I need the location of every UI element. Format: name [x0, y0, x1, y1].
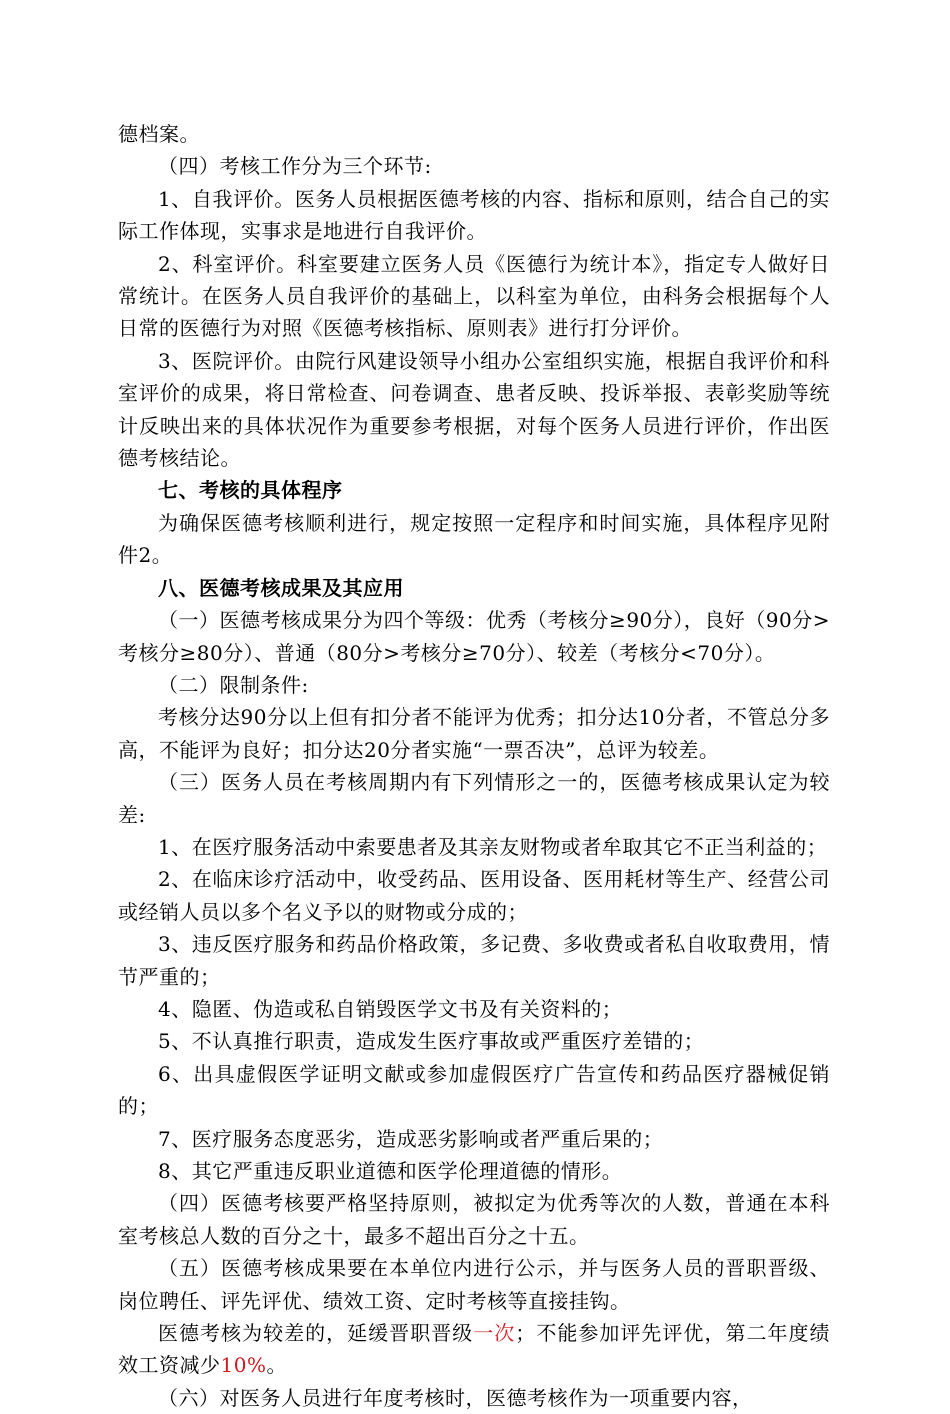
- section-heading: 七、考核的具体程序: [158, 478, 343, 503]
- paragraph-with-highlights: [118, 1317, 830, 1382]
- text-run: ；不能参加评先评优，第二年度绩效工资减少: [118, 1321, 831, 1378]
- highlighted-text: 10%: [220, 1353, 267, 1378]
- list-item: 6、出具虚假医学证明文献或参加虚假医疗广告宣传和药品医疗器械促销的；: [118, 1061, 830, 1119]
- paragraph: （六）对医务人员进行年度考核时，医德考核作为一项重要内容，: [158, 1385, 753, 1410]
- paragraph: （一）医德考核成果分为四个等级：优秀（考核分≥90分），良好（90分>考核分≥80分）、普通（80分>考核分≥70分）、较差（考核分<70分）。: [118, 608, 830, 665]
- paragraph: 3、医院评价。由院行风建设领导小组办公室组织实施，根据自我评价和科室评价的成果，将日常检查、问卷调查、患者反映、投诉举报、表彰奖励等统计反映出来的具体状况作为重要参考根据，对每个医务人员进行评价，作出医德考核结论。: [118, 348, 830, 471]
- list-item: 8、其它严重违反职业道德和医学伦理道德的情形。: [158, 1159, 623, 1183]
- list-item: 5、不认真推行职责，造成发生医疗事故或严重医疗差错的；: [158, 1029, 705, 1054]
- paragraph: 2、科室评价。科室要建立医务人员《医德行为统计本》，指定专人做好日常统计。在医务人员自我评价的基础上，以科室为单位，由科务会根据每个人日常的医德行为对照《医德考核指标、原则表》进行打分评价。: [118, 251, 830, 341]
- paragraph: （五）医德考核成果要在本单位内进行公示，并与医务人员的晋职晋级、岗位聘任、评先评优、绩效工资、定时考核等直接挂钩。: [118, 1256, 830, 1313]
- paragraph: 考核分达90分以上但有扣分者不能评为优秀；扣分达10分者，不管总分多高，不能评为良好；扣分达20分者实施“一票否决”，总评为较差。: [118, 705, 830, 762]
- document-body: [118, 118, 830, 1414]
- text-run: 。: [266, 1353, 287, 1378]
- section-heading: 八、医德考核成果及其应用: [158, 575, 404, 600]
- paragraph: （二）限制条件:: [158, 672, 309, 697]
- text-run: 医德考核为较差的，延缓晋职晋级: [158, 1321, 474, 1346]
- list-item: 3、违反医疗服务和药品价格政策，多记费、多收费或者私自收取费用，情节严重的；: [118, 932, 830, 989]
- list-item: 2、在临床诊疗活动中，收受药品、医用设备、医用耗材等生产、经营公司或经销人员以多个名义予以的财物或分成的；: [118, 867, 830, 924]
- list-item: 4、隐匿、伪造或私自销毁医学文书及有关资料的；: [158, 996, 623, 1021]
- highlighted-text: 一次: [473, 1321, 516, 1346]
- paragraph: 德档案。: [118, 122, 200, 146]
- paragraph: 为确保医德考核顺利进行，规定按照一定程序和时间实施，具体程序见附件2。: [118, 510, 830, 568]
- paragraph: 1、自我评价。医务人员根据医德考核的内容、指标和原则，结合自己的实际工作体现，实事求是地进行自我评价。: [118, 186, 830, 244]
- paragraph: （三）医务人员在考核周期内有下列情形之一的，医德考核成果认定为较差:: [118, 770, 830, 827]
- paragraph: （四）考核工作分为三个环节:: [158, 154, 432, 179]
- paragraph: （四）医德考核要严格坚持原则，被拟定为优秀等次的人数，普通在本科室考核总人数的百分之十，最多不超出百分之十五。: [118, 1191, 830, 1248]
- list-item: 7、医疗服务态度恶劣，造成恶劣影响或者严重后果的；: [158, 1126, 664, 1151]
- list-item: 1、在医疗服务活动中索要患者及其亲友财物或者牟取其它不正当利益的；: [158, 834, 828, 859]
